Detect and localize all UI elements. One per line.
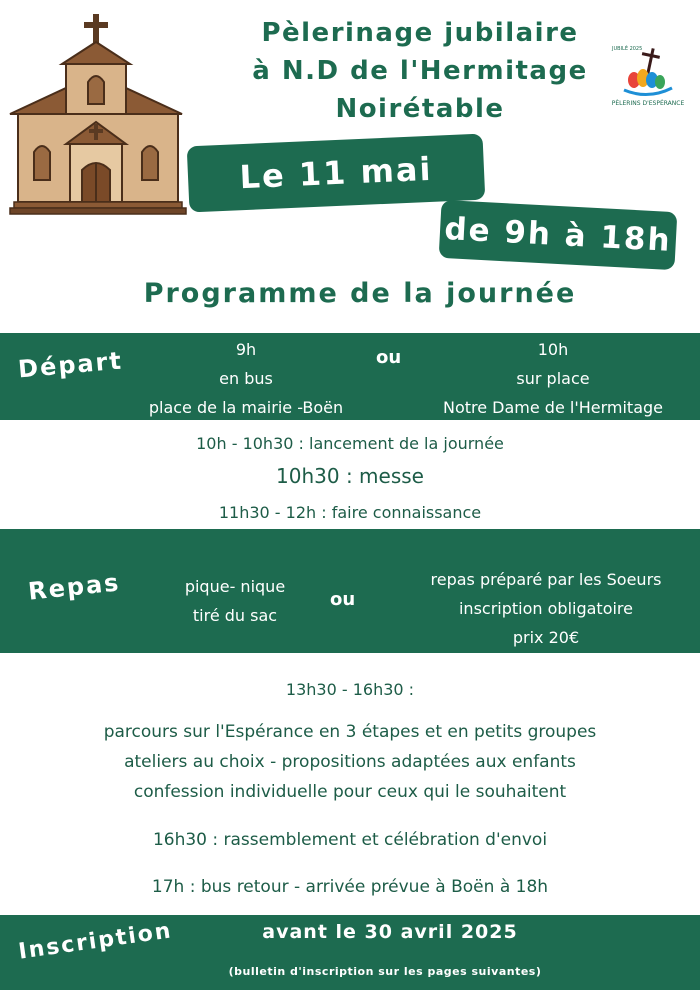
depart-onsite-place: Notre Dame de l'Hermitage xyxy=(442,398,664,417)
inscription-deadline: avant le 30 avril 2025 xyxy=(262,921,518,943)
depart-onsite-time: 10h xyxy=(537,340,569,359)
repas-sisters-line2: inscription obligatoire xyxy=(458,599,633,618)
activity-confession: confession individuelle pour ceux qui le souhaitent xyxy=(133,782,567,802)
jubilee-logo xyxy=(612,44,684,116)
event-title xyxy=(200,14,640,128)
depart-option-onsite xyxy=(420,335,686,422)
event-date-badge: Le 11 mai 2025 xyxy=(187,134,486,213)
depart-label: Départ xyxy=(16,346,124,384)
inscription-section xyxy=(0,915,700,990)
church-illustration xyxy=(8,12,188,217)
bus-return-line: 17h : bus retour - arrivée prévue à Boën à 18h xyxy=(151,877,549,897)
depart-or: ou xyxy=(376,347,402,368)
title-line-2: à N.D de l'Hermitage xyxy=(252,56,588,86)
launch-line: 10h - 10h30 : lancement de la journée xyxy=(196,434,504,453)
event-hours-badge: de 9h à 18h xyxy=(439,200,678,270)
repas-or: ou xyxy=(330,589,356,610)
depart-option-bus xyxy=(128,335,364,422)
title-line-3: Noirétable xyxy=(335,94,505,124)
depart-bus-place: place de la mairie -Boën xyxy=(148,398,344,417)
inscription-label: Inscription xyxy=(17,918,174,965)
repas-label: Repas xyxy=(26,568,122,606)
repas-option-sisters xyxy=(396,565,696,652)
afternoon-time: 13h30 - 16h30 : xyxy=(285,680,415,699)
gathering-line: 16h30 : rassemblement et célébration d'envoi xyxy=(152,830,548,850)
repas-sisters-line1: repas préparé par les Soeurs xyxy=(430,570,662,589)
mass-line: 10h30 : messe xyxy=(276,464,424,488)
repas-sisters-price: prix 20€ xyxy=(512,628,580,647)
repas-picnic-line2: tiré du sac xyxy=(192,606,278,625)
depart-section xyxy=(0,333,700,420)
inscription-note: (bulletin d'inscription sur les pages suivantes) xyxy=(228,965,542,978)
repas-picnic-line1: pique- nique xyxy=(184,577,286,596)
programme-title: Programme de la journée xyxy=(143,278,577,309)
depart-bus-time: 9h xyxy=(235,340,257,359)
depart-bus-mode: en bus xyxy=(219,369,273,388)
title-line-1: Pèlerinage jubilaire xyxy=(261,18,579,48)
activity-ateliers: ateliers au choix - propositions adaptées aux enfants xyxy=(124,752,576,772)
depart-onsite-mode: sur place xyxy=(516,369,590,388)
activity-parcours: parcours sur l'Espérance en 3 étapes et en petits groupes xyxy=(103,722,597,742)
repas-section xyxy=(0,529,700,653)
logo-jubile: JUBILÉ 2025 xyxy=(612,46,643,52)
repas-option-picnic xyxy=(160,572,310,630)
logo-caption: PÈLERINS D'ESPÉRANCE xyxy=(611,100,685,107)
meet-line: 11h30 - 12h : faire connaissance xyxy=(218,503,482,522)
